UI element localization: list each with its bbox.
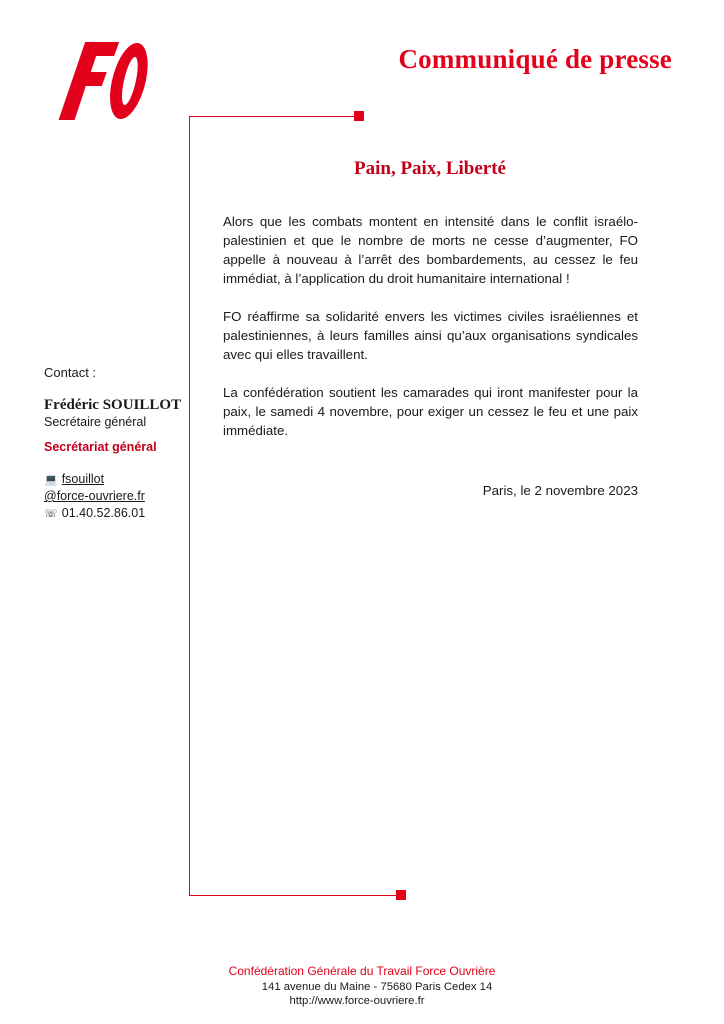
contact-email-line1[interactable] — [44, 472, 104, 486]
contact-role: Secrétaire général — [44, 415, 147, 429]
footer-organization: Confédération Générale du Travail Force Ouvrière — [228, 964, 496, 978]
contact-name: Frédéric SOUILLOT — [44, 397, 182, 413]
paragraph-3: La confédération soutient les camarades qui iront manifester pour la paix, le samedi 4 novembre, pour exiger un cessez le feu et une paix immédiate. — [223, 385, 638, 438]
computer-icon: 💻 — [44, 474, 58, 486]
contact-department: Secrétariat général — [44, 440, 157, 454]
contact-phone: 01.40.52.86.01 — [61, 506, 146, 520]
contact-email-user[interactable]: fsouillot — [61, 472, 105, 486]
press-release-heading: Communiqué de presse — [398, 44, 672, 74]
footer-website[interactable]: http://www.force-ouvriere.fr — [289, 995, 425, 1007]
document-date: Paris, le 2 novembre 2023 — [482, 483, 638, 498]
footer — [0, 964, 724, 1007]
contact-label: Contact : — [44, 365, 97, 380]
contact-email-domain[interactable]: @force-ouvriere.fr — [44, 489, 145, 503]
footer-address: 141 avenue du Maine - 75680 Paris Cedex 14 — [261, 981, 493, 993]
frame-line-left — [189, 116, 190, 896]
paragraph-2: FO réaffirme sa solidarité envers les victimes civiles israéliennes et palestiniennes, à leurs familles ainsi qu’aux organisations syndicales avec qui elles travaillent. — [223, 309, 638, 362]
frame-square-bottom — [396, 890, 406, 900]
frame-line-top — [189, 116, 359, 117]
telephone-icon: ☏ — [44, 508, 58, 520]
frame-square-top — [354, 111, 364, 121]
frame-line-bottom — [189, 895, 401, 896]
document-title: Pain, Paix, Liberté — [354, 158, 506, 179]
contact-email-line2[interactable] — [44, 489, 145, 503]
document-body — [223, 212, 638, 459]
paragraph-1: Alors que les combats montent en intensité dans le conflit israélo-palestinien et que le nombre de morts ne cesse d’augmenter, FO appelle à nouveau à l’arrêt des bombardements, au cessez le feu immédiat, à l’application du droit humanitaire international ! — [223, 214, 638, 286]
fo-logo — [58, 38, 150, 124]
contact-phone-line — [44, 506, 145, 520]
fo-logo-graphic — [58, 38, 150, 124]
